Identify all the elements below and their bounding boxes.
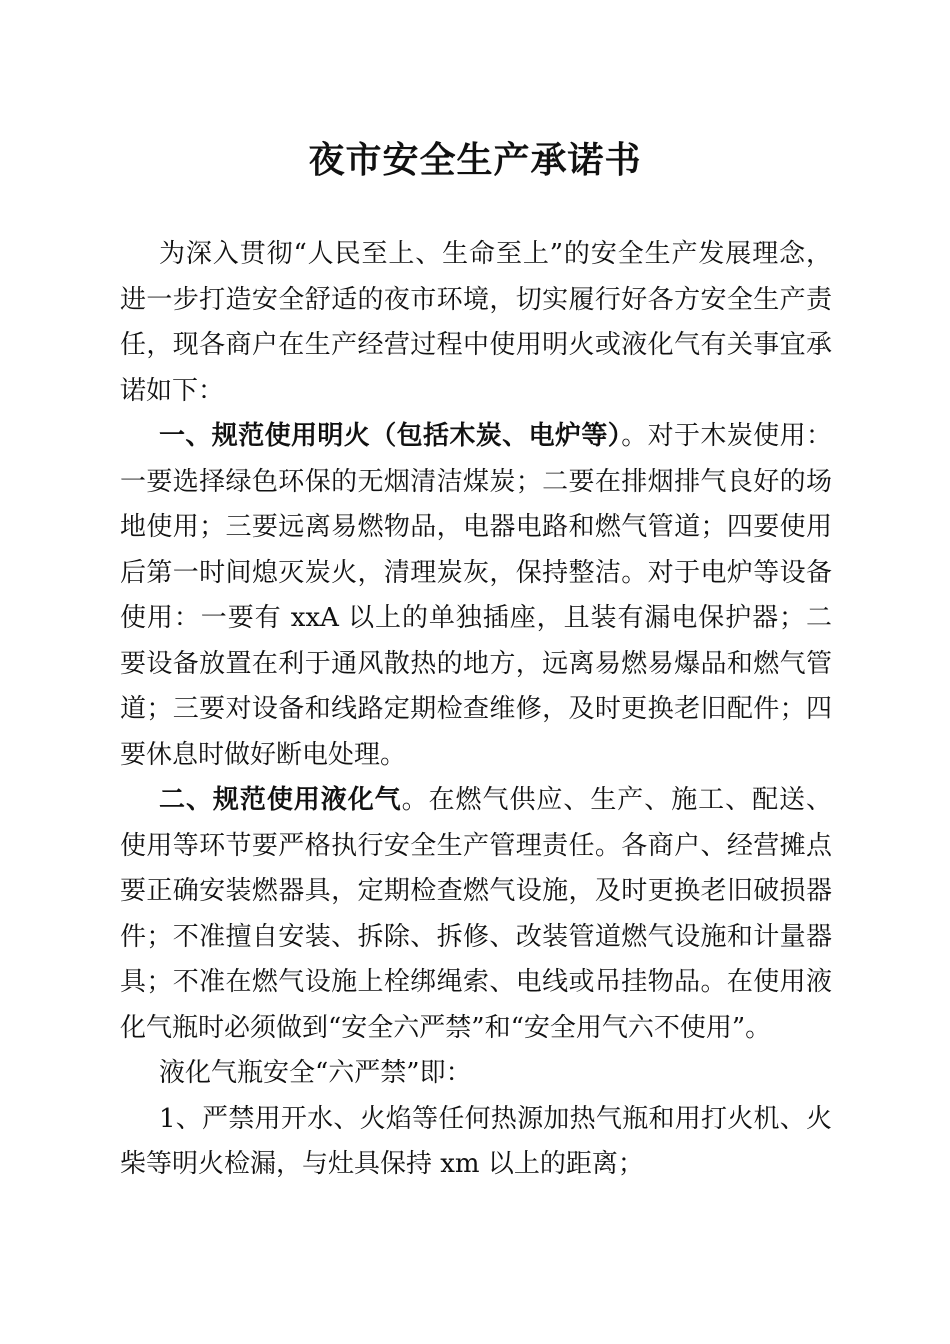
section-2-paragraph (120, 778, 832, 1051)
six-prohibitions-intro: 液化气瓶安全“六严禁”即： (159, 1058, 472, 1088)
section-2-text: 。在燃气供应、生产、施工、配送、使用等环节要严格执行安全生产管理责任。各商户、经营摊点要正确安装燃器具，定期检查燃气设施，及时更换老旧破损器件；不准擅自安装、拆除、拆修、改装管道燃气设施和计量器具；不准在燃气设施上栓绑绳索、电线或吊挂物品。在使用液化气瓶时必须做到“安全六严禁”和“安全用气六不使用”。 (120, 785, 832, 1043)
section-1-text: 。对于木炭使用：一要选择绿色环保的无烟清洁煤炭；二要在排烟排气良好的场地使用；三要远离易燃物品，电器电路和燃气管道；四要使用后第一时间熄灭炭火，清理炭灰，保持整洁。对于电炉等设备使用：一要有 xxA 以上的单独插座，且装有漏电保护器；二要设备放置在利于通风散热的地方，远离易燃易爆品和燃气管道；三要对设备和线路定期检查维修，及时更换老旧配件；四要休息时做好断电处理。 (120, 421, 832, 770)
document-title: 夜市安全生产承诺书 (308, 139, 642, 181)
prohibition-item-1: 1、严禁用开水、火焰等任何热源加热气瓶和用打火机、火柴等明火检漏，与灶具保持 xm 以上的距离； (120, 1103, 832, 1179)
section-2-heading: 二、规范使用液化气 (159, 785, 402, 815)
section-1-heading: 一、规范使用明火（包括木炭、电炉等） (159, 421, 622, 451)
document-body (120, 232, 832, 1188)
intro-paragraph: 为深入贯彻“人民至上、生命至上”的安全生产发展理念，进一步打造安全舒适的夜市环境，切实履行好各方安全生产责任，现各商户在生产经营过程中使用明火或液化气有关事宜承诺如下： (120, 239, 832, 406)
section-1-paragraph (120, 414, 832, 778)
